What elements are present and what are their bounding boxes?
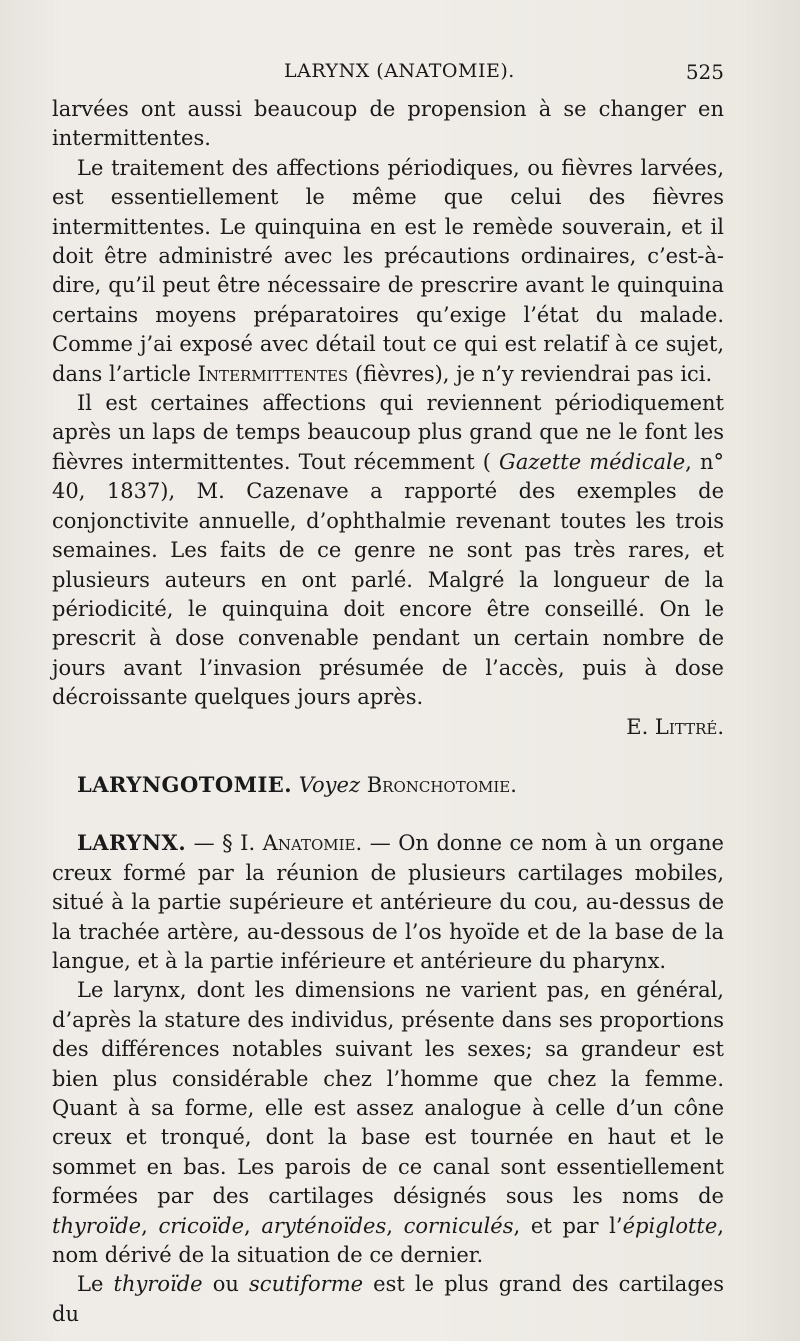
paragraph-continuation: larvées ont aussi beaucoup de propension à se changer en intermittentes. bbox=[52, 97, 724, 151]
paragraph-larynx-form: Le larynx, dont les dimensions ne varient pas, en général, d’après la stature des individus, présente dans ses proportions des différences notables suivant les sexes; sa grandeur est bien plus considérable chez l’homme que chez la femme. Quant à sa forme, elle est assez analogue à celle d’un cône creux et tronqué, dont la base est tournée en haut et le sommet en bas. Les parois de ce canal sont essentiellement formées par des cartilages désignés sous les noms de thyroïde, cricoïde, aryténoïdes, corniculés, et par l’épiglotte, nom dérivé de la situation de ce dernier. bbox=[52, 978, 724, 1268]
section-title: Anatomie. bbox=[262, 831, 363, 856]
cross-reference: Bronchotomie. bbox=[366, 772, 517, 797]
entry-laryngotomie: LARYNGOTOMIE. Voyez Bronchotomie. bbox=[77, 771, 517, 797]
entry-larynx: LARYNX. — § I. Anatomie. — On donne ce nom à un organe creux formé par la réunion de plusieurs cartilages mobiles, situé à la partie supérieure et antérieure du cou, au-dessus de la trachée artère, au-dessous de l’os hyoïde et de la base de la langue, et à la partie inférieure et antérieure du pharynx. bbox=[52, 830, 724, 973]
page-body bbox=[52, 95, 724, 1329]
paragraph-thyroide: Le thyroïde ou scutiforme est le plus grand des cartilages du bbox=[52, 1272, 724, 1326]
page-number: 525 bbox=[685, 60, 724, 84]
paragraph-treatment: Le traitement des affections périodiques, ou fièvres larvées, est essentiellement le même que celui des fièvres intermittentes. Le quinquina en est le remède souverain, et il doit être administré avec les précautions ordinaires, c’est-à-dire, qu’il peut être nécessaire de prescrire avant le quinquina certains moyens préparatoires qu’exige l’état du malade. Comme j’ai exposé avec détail tout ce qui est relatif à ce sujet, dans l’article Intermittentes (fièvres), je n’y reviendrai pas ici. bbox=[52, 155, 724, 386]
journal-citation: Gazette médicale bbox=[499, 449, 686, 474]
author-signature: E. Littré. bbox=[626, 714, 724, 739]
spacer bbox=[52, 742, 724, 770]
spacer bbox=[52, 800, 724, 828]
running-head: LARYNX (ANATOMIE). bbox=[284, 60, 515, 82]
paragraph-periodic: Il est certaines affections qui reviennent périodiquement après un laps de temps beaucoup plus grand que ne le font les fièvres intermittentes. Tout récemment ( Gazette médicale, n° 40, 1837), M. Cazenave a rapporté des exemples de conjonctivite annuelle, d’ophthalmie revenant toutes les trois semaines. Les faits de ce genre ne sont pas très rares, et plusieurs auteurs en ont parlé. Malgré la longueur de la périodicité, le quinquina doit encore être conseillé. On le prescrit à dose convenable pendant un certain nombre de jours avant l’invasion présumée de l’accès, puis à dose décroissante quelques jours après. bbox=[52, 391, 724, 710]
entry-headword: LARYNGOTOMIE. bbox=[77, 771, 293, 797]
entry-headword: LARYNX. bbox=[77, 830, 187, 856]
page-header bbox=[52, 60, 724, 90]
cross-reference: Intermittentes bbox=[197, 361, 349, 386]
